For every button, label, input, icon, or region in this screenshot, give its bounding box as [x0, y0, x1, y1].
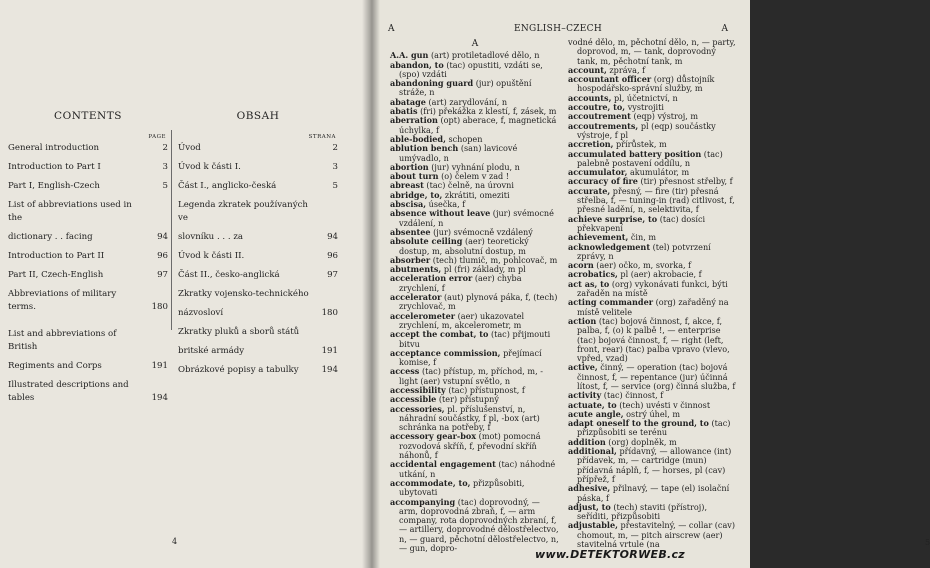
toc-entry-title: slovníku . . . za	[178, 232, 243, 242]
entry-definition: (tac) náhodné utkání, n	[399, 459, 556, 479]
entry-definition: (tac) přístupnost, f	[445, 384, 525, 395]
toc-entry	[8, 288, 168, 314]
toc-entry	[8, 180, 168, 193]
entry-definition: (aer) očko, m, svorka, f	[593, 260, 692, 271]
dictionary-entry	[390, 144, 560, 163]
left-page-number: 4	[172, 537, 178, 546]
entry-definition: (tac) doprovodný, — arm, doprovodná zbraň, f, — arm company, rota doprovodných zbraní, f, — artillery, doprovodné dělostřelectvo, n, — guard, pěchotní dělostřelectvo, n, — gun, dopro-	[399, 496, 559, 554]
entry-headword: accelerometer	[390, 310, 456, 321]
entry-definition: (tel) potvrzení zprávy, n	[577, 241, 711, 261]
toc-entry-title: Legenda zkratek používaných ve	[178, 200, 308, 223]
dictionary-entry	[390, 312, 560, 331]
entry-headword: about turn	[390, 171, 439, 182]
entry-headword: able-bodied,	[390, 133, 446, 144]
toc-entry-page: 2	[332, 143, 338, 153]
dictionary-entry	[568, 243, 738, 262]
entry-headword: accept the combat, to	[390, 329, 489, 340]
dictionary-entry	[568, 215, 738, 234]
toc-entry-page: 5	[162, 181, 168, 191]
entry-definition: (opt) aberace, f, magnetická úchylka, f	[399, 115, 557, 135]
dictionary-entry	[568, 419, 738, 438]
entry-headword: accurate,	[568, 185, 611, 196]
dictionary-entry	[568, 503, 738, 522]
dictionary-entry	[390, 460, 560, 479]
entry-headword: account,	[568, 64, 607, 75]
toc-entry	[178, 250, 338, 263]
entry-headword: accommodate, to,	[390, 477, 471, 488]
entry-definition: (aer) chyba zrychlení, f	[399, 273, 522, 293]
dictionary-entry	[390, 479, 560, 498]
toc-entry	[178, 142, 338, 155]
dictionary-entry	[390, 349, 560, 368]
running-head-right: A	[721, 24, 728, 34]
entry-headword: active,	[568, 362, 598, 373]
entry-headword: achievement,	[568, 232, 629, 243]
entry-definition: (tech) staviti (přístroj), seříditi, přizpůsobiti	[577, 501, 708, 522]
toc-entry-page: 191	[321, 346, 338, 356]
entry-headword: absence without leave	[390, 208, 491, 219]
toc-entry	[8, 161, 168, 174]
entry-definition: (tac) přístup, m, příchod, m, -light (aer) vstupní světlo, n	[399, 366, 543, 386]
contents-english	[8, 110, 168, 411]
toc-entry-title: List and abbreviations of British	[8, 329, 117, 352]
entry-definition: (tac) bojová činnost, f, akce, f, palba, f, (o) k palbě !, — enterprise (tac) bojová činnost, f, — right (left, front, rear) (tac) palba vpravo (vlevo, vpřed, vzad)	[577, 315, 730, 364]
entry-headword: accessibility	[390, 384, 446, 395]
entry-definition: (jur) svémocně vzdálený	[430, 226, 533, 237]
dictionary-entry	[390, 274, 560, 293]
entry-definition: čin, m	[628, 232, 657, 243]
entry-headword: achieve surprise, to	[568, 213, 658, 224]
dictionary-entry	[390, 498, 560, 554]
entry-definition: (tac) přizpůsobiti se terénu	[577, 418, 731, 438]
dictionary-column-2	[568, 38, 738, 549]
entry-headword: A.A. gun	[390, 50, 429, 61]
running-head-left: A	[388, 24, 395, 34]
dictionary-entry	[568, 187, 738, 215]
dictionary-entry	[568, 363, 738, 391]
dictionary-entry	[390, 293, 560, 312]
page-column-label: PAGE	[148, 134, 166, 140]
entry-definition: (org) doplněk, m	[605, 436, 677, 447]
entry-headword: action	[568, 315, 597, 326]
entry-definition: přilnavý, — tape (el) isolační páska, f	[577, 483, 730, 503]
entry-definition: (san) lavicové umývadlo, n	[399, 143, 518, 163]
entry-definition: schopen	[445, 133, 483, 144]
entry-definition: vodné dělo, m, pěchotní dělo, n, — party, doprovod, m, — tank, doprovodný tank, m, pěchotní tank, m	[568, 37, 736, 66]
toc-entry	[178, 326, 338, 339]
toc-entry-page: 180	[321, 308, 338, 318]
entry-definition: pl. příslušenství, n, náhradní součástky, f pl, -box (art) schránka na potřeby, f	[399, 403, 540, 433]
toc-entry	[8, 360, 168, 373]
dictionary-entry	[390, 79, 560, 98]
entry-headword: acceleration error	[390, 273, 473, 284]
entry-definition: (fri) překážka z klestí, f, zásek, m	[417, 106, 557, 117]
entry-definition: (aut) plynová páka, f, (tech) zrychlovač, m	[399, 292, 558, 312]
toc-entry	[8, 142, 168, 155]
entry-headword: activity	[568, 390, 602, 401]
entry-headword: accessible	[390, 394, 437, 405]
dictionary-entry	[568, 150, 738, 169]
entry-definition: (org) důstojník hospodářsko-správní služby, m	[577, 74, 715, 94]
entry-definition: (art) protiletadlové dělo, n	[428, 50, 540, 61]
entry-headword: accidental engagement	[390, 459, 496, 470]
entry-headword: accessories,	[390, 403, 445, 414]
entry-definition: (jur) vyhnání plodu, n	[428, 161, 520, 172]
entry-definition: (org) vykonávati funkci, býti zařaděn na místě	[577, 278, 728, 299]
entry-headword: absentee	[390, 226, 431, 237]
entry-definition: úsečka, f	[426, 199, 466, 210]
entry-definition: (o) čelem v zad !	[438, 171, 510, 182]
entry-headword: access	[390, 366, 420, 377]
entry-definition: vystrojiti	[625, 102, 664, 113]
entry-headword: aberration	[390, 115, 438, 126]
toc-entry	[178, 364, 338, 377]
dictionary-entry	[568, 298, 738, 317]
entry-headword: acknowledgement	[568, 241, 651, 252]
dictionary-entry	[390, 367, 560, 386]
entry-headword: abreast	[390, 180, 424, 191]
dictionary-entry	[568, 484, 738, 503]
toc-entry-title: dictionary . . facing	[8, 232, 93, 242]
entry-definition: (jur) opuštění stráže, n	[399, 78, 532, 98]
toc-entry-page: 94	[327, 232, 338, 242]
entry-headword: abatage	[390, 96, 426, 107]
entry-headword: abridge, to,	[390, 189, 443, 200]
entry-definition: přizpůsobiti, ubytovati	[399, 477, 525, 498]
entry-definition: (jur) svémocné vzdálení, n	[399, 208, 554, 228]
entry-headword: additional,	[568, 446, 617, 457]
entry-definition: (org) zařaděný na místě velitele	[577, 297, 729, 317]
entry-definition: zkrátiti, omeziti	[442, 189, 510, 200]
dictionary-entry	[390, 209, 560, 228]
entry-headword: accounts,	[568, 92, 612, 103]
toc-entry-page: 96	[327, 251, 338, 261]
entry-definition: (tech) tlumič, m, pohlcovač, m	[430, 254, 558, 265]
contents-czech	[178, 110, 338, 383]
entry-definition: (eqp) výstroj, m	[630, 111, 699, 122]
toc-entry-title: názvosloví	[178, 308, 224, 318]
toc-entry	[178, 199, 338, 225]
entry-headword: abutments,	[390, 264, 442, 275]
toc-entry-page: 2	[162, 143, 168, 153]
toc-entry	[178, 161, 338, 174]
entry-definition: pl (fri) základy, m pl	[441, 264, 526, 275]
entry-headword: act as, to	[568, 278, 610, 289]
toc-entry-title: General introduction	[8, 143, 100, 153]
entry-headword: accoutrement	[568, 111, 631, 122]
entry-definition: (tac) čelně, na úrovni	[423, 180, 514, 191]
toc-entry-page: 97	[327, 270, 338, 280]
entry-headword: acting commander	[568, 297, 654, 308]
toc-entry-title: Introduction to Part II	[8, 251, 105, 261]
entry-headword: adjust, to	[568, 501, 611, 512]
toc-entry	[178, 288, 338, 301]
toc-entry-page: 3	[162, 162, 168, 172]
toc-entry	[8, 199, 168, 225]
entry-headword: accumulated battery position	[568, 148, 702, 159]
entry-definition: (aer) ukazovatel zrychlení, m, akcelerometr, m	[399, 310, 525, 330]
watermark: www.DETEKTORWEB.cz	[535, 548, 686, 561]
entry-definition: ostrý úhel, m	[623, 408, 681, 419]
entry-definition: akumulátor, m	[627, 167, 690, 178]
dictionary-entry	[390, 330, 560, 349]
dictionary-entry	[568, 317, 738, 363]
toc-entry	[8, 269, 168, 282]
entry-definition: činný, — operation (tac) bojová činnost, f, — repentance (jur) účinná lítost, f, — service (org) činná služba, f	[577, 362, 736, 391]
toc-entry-page: 194	[321, 365, 338, 375]
toc-entry	[8, 250, 168, 263]
entry-definition: (tir) přesnost střelby, f	[637, 176, 733, 187]
entry-headword: abortion	[390, 161, 429, 172]
entry-definition: přestavitelný, — collar (cav) chomout, m, — pitch airscrew (aer) stavitelná vrtule (na	[577, 520, 736, 550]
entry-definition: pl (eqp) součástky výstroje, f pl	[577, 120, 716, 140]
toc-entry-title: Part I, English-Czech	[8, 181, 100, 191]
dictionary-entry	[390, 405, 560, 433]
toc-entry-title: Část I., anglicko-česká	[178, 181, 277, 191]
entry-definition: zpráva, f	[606, 64, 646, 75]
entry-headword: accompanying	[390, 496, 456, 507]
entry-headword: addition	[568, 436, 606, 447]
toc-entry-title: Part II, Czech-English	[8, 270, 104, 280]
entry-headword: abscisa,	[390, 199, 427, 210]
right-page-number: 5	[925, 538, 930, 547]
entry-headword: accessory gear-box	[390, 431, 477, 442]
dictionary-entry	[390, 432, 560, 460]
right-page	[370, 0, 930, 568]
strana-column-label: STRANA	[308, 134, 336, 140]
entry-definition: (art) zarydlování, n	[425, 96, 508, 107]
entry-definition: (tac) palebně postavení oddílu, n	[577, 148, 723, 168]
dictionary-entry	[390, 116, 560, 135]
toc-divider	[171, 130, 172, 330]
entry-definition: (tac) dosíci překvapení	[577, 213, 706, 233]
dictionary-entry	[390, 61, 560, 80]
entry-headword: accuracy of fire	[568, 176, 638, 187]
dictionary-entry	[568, 521, 738, 549]
dictionary-entry	[568, 75, 738, 94]
entry-definition: (ter) přístupný	[436, 394, 499, 405]
toc-entry	[178, 307, 338, 320]
dictionary-entry	[568, 38, 738, 66]
entry-headword: abatis	[390, 106, 418, 117]
entry-definition: pl, účetnictví, n	[611, 92, 678, 103]
toc-entry	[178, 269, 338, 282]
entry-headword: accoutrements,	[568, 120, 639, 131]
toc-entry-page: 194	[151, 393, 168, 403]
entry-definition: (tech) uvésti v činnost	[616, 399, 711, 410]
entry-headword: adhesive,	[568, 483, 611, 494]
entry-definition: přídavný, — allowance (int) přídavek, m, — cartridge (mun) přídavná náplň, f, — horses, pl (cav) přípřež, f	[577, 446, 732, 484]
dictionary-column-1	[390, 40, 560, 553]
toc-entry-title: Úvod	[178, 143, 201, 153]
entry-definition: (tac) činnost, f	[601, 390, 664, 401]
toc-entry-page: 97	[157, 270, 168, 280]
toc-entry-title: Abbreviations of military terms.	[8, 289, 117, 312]
toc-entry-page: 191	[151, 361, 168, 371]
contents-heading: CONTENTS	[54, 110, 122, 122]
toc-entry-page: 94	[157, 232, 168, 242]
entry-headword: absolute ceiling	[390, 236, 463, 247]
entry-headword: adapt oneself to the ground, to	[568, 418, 709, 429]
toc-entry-title: List of abbreviations used in the	[8, 200, 132, 223]
entry-headword: accountant officer	[568, 74, 652, 85]
dictionary-entry	[390, 237, 560, 256]
entry-headword: accumulator,	[568, 167, 628, 178]
entry-headword: acceptance commission,	[390, 347, 501, 358]
toc-entry	[8, 379, 168, 405]
toc-entry-title: Introduction to Part I	[8, 162, 101, 172]
entry-definition: (mot) pomocná rozvodová skříň, f, převodní skříň náhonů, f	[399, 431, 541, 461]
entry-headword: acorn	[568, 260, 594, 271]
toc-entry-title: Zkratky pluků a sborů států	[178, 327, 300, 337]
dictionary-entry	[568, 280, 738, 299]
entry-definition: přejímací komise, f	[399, 347, 542, 368]
entry-definition: (tac) opustiti, vzdáti se, (spo) vzdáti	[399, 59, 543, 79]
entry-headword: ablution bench	[390, 143, 459, 154]
entry-definition: (aer) teoretický dostup, m, absolutní dostup, m	[399, 236, 529, 256]
entry-headword: accoutre, to,	[568, 102, 626, 113]
entry-headword: adjustable,	[568, 520, 618, 531]
toc-entry-title: Úvod k části I.	[178, 162, 241, 172]
entry-headword: abandon, to	[390, 59, 444, 70]
dictionary-entry	[568, 122, 738, 141]
entry-headword: acute angle,	[568, 408, 624, 419]
entry-headword: abandoning guard	[390, 78, 474, 89]
entry-headword: actuate, to	[568, 399, 617, 410]
toc-entry-title: Část II., česko-anglická	[178, 270, 280, 280]
toc-entry-page: 5	[332, 181, 338, 191]
entry-definition: pl (aer) akrobacie, f	[617, 269, 702, 280]
toc-entry-title: Obrázkové popisy a tabulky	[178, 365, 299, 375]
toc-entry-title: Regiments and Corps	[8, 361, 102, 371]
running-head-title: ENGLISH–CZECH	[513, 24, 603, 34]
toc-entry-page: 96	[157, 251, 168, 261]
toc-entry-page: 180	[151, 302, 168, 312]
toc-entry-title: Zkratky vojensko-technického	[178, 289, 309, 299]
toc-entry-title: britské armády	[178, 346, 245, 356]
toc-entry-page: 3	[332, 162, 338, 172]
entry-definition: (tac) přijmouti bitvu	[399, 329, 551, 349]
toc-entry	[178, 180, 338, 193]
toc-entry-title: Úvod k části II.	[178, 251, 245, 261]
dictionary-entry	[568, 447, 738, 484]
entry-headword: acrobatics,	[568, 269, 618, 280]
toc-entry	[178, 345, 338, 358]
entry-definition: přírůstek, m	[613, 139, 667, 150]
toc-entry	[8, 231, 168, 244]
entry-headword: accelerator	[390, 292, 442, 303]
toc-entry-title: Illustrated descriptions and tables	[8, 380, 129, 403]
book-gutter	[362, 0, 380, 568]
entry-headword: absorber	[390, 254, 431, 265]
toc-entry	[178, 231, 338, 244]
left-page	[0, 0, 372, 568]
entry-definition: přesný, — fire (tir) přesná střelba, f, — tuning-in (rad) citlivost, f, přesné ladění, n, selektivita, f	[577, 185, 735, 215]
section-letter: A	[471, 39, 479, 49]
toc-entry	[8, 328, 168, 354]
obsah-heading: OBSAH	[236, 110, 280, 122]
entry-headword: accretion,	[568, 139, 614, 150]
